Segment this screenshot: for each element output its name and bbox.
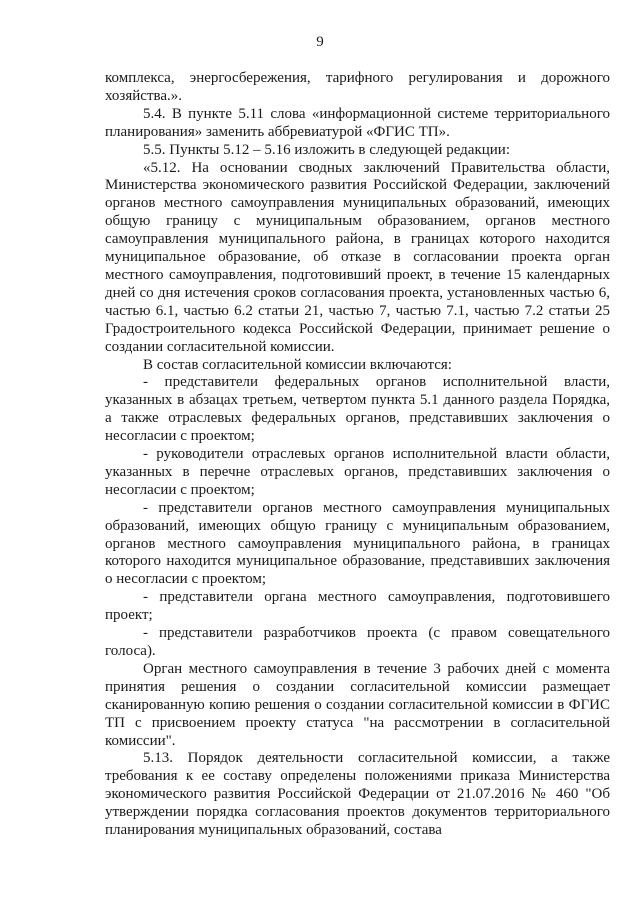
- paragraph: 5.4. В пункте 5.11 слова «информационной системе территориального планирования» заменить аббревиатурой «ФГИС ТП».: [105, 105, 610, 140]
- list-item: - представители органа местного самоуправления, подготовившего проект;: [105, 589, 610, 624]
- list-item: - представители разработчиков проекта (с правом совещательного голоса).: [105, 625, 610, 659]
- document-body: [105, 70, 610, 840]
- paragraph: комплекса, энергосбережения, тарифного регулирования и дорожного хозяйства.».: [105, 70, 610, 104]
- paragraph: 5.5. Пункты 5.12 – 5.16 изложить в следующей редакции:: [143, 141, 510, 158]
- page-number: 9: [316, 34, 324, 50]
- paragraph: В состав согласительной комиссии включаются:: [143, 356, 452, 373]
- paragraph: 5.13. Порядок деятельности согласительной комиссии, а также требования к ее составу определены положениями приказа Министерства экономического развития Российской Федерации от 21.07.2016 № 460 "Об утверждении порядка согласования проектов документов территориального планирования муниципальных образований, состава: [105, 750, 610, 839]
- list-item: - представители федеральных органов исполнительной власти, указанных в абзацах третьем, четвертом пункта 5.1 данного раздела Порядка, а также отраслевых федеральных органов, представивших заключения о несогласии с проектом;: [105, 374, 610, 445]
- paragraph: «5.12. На основании сводных заключений Правительства области, Министерства экономического развития Российской Федерации, заключений органов местного самоуправления муниципальных образований, имеющих общую границу с муниципальным образованием, органов местного самоуправления муниципального района, в границах которого находится муниципальное образование, об отказе в согласовании проекта орган местного самоуправления, подготовивший проект, в течение 15 календарных дней со дня истечения сроков согласования проекта, установленных частью 6, частью 6.1, частью 6.2 статьи 21, частью 7, частью 7.1, частью 7.2 статьи 25 Градостроительного кодекса Российской Федерации, принимает решение о создании согласительной комиссии.: [105, 159, 610, 355]
- list-item: - руководители отраслевых органов исполнительной власти области, указанных в перечне отраслевых органов, представивших заключения о несогласии с проектом;: [105, 446, 610, 498]
- list-item: - представители органов местного самоуправления муниципальных образований, имеющих общую границу с муниципальным образованием, органов местного самоуправления муниципального района, в границах которого находится муниципальное образование, представивших заключения о несогласии с проектом;: [105, 499, 610, 588]
- paragraph: Орган местного самоуправления в течение 3 рабочих дней с момента принятия решения о создании согласительной комиссии размещает сканированную копию решения о создании согласительной комиссии в ФГИС ТП с присвоением проекту статуса "на рассмотрении в согласительной комиссии".: [105, 660, 610, 749]
